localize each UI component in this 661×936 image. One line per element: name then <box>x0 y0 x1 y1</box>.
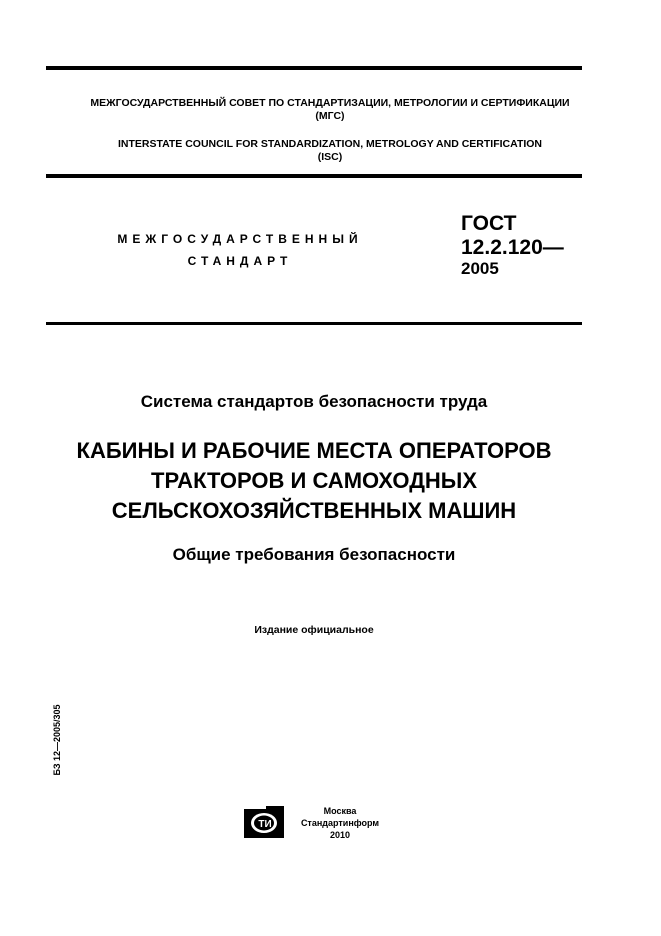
council-en-name: INTERSTATE COUNCIL FOR STANDARDIZATION, METROLOGY AND CERTIFICATION <box>117 138 543 150</box>
gost-year: 2005 <box>461 259 499 278</box>
top-rule <box>46 66 582 70</box>
svg-text:ТИ: ТИ <box>258 819 272 830</box>
subtitle: Общие требования безопасности <box>172 545 456 564</box>
designation-rule <box>46 322 582 325</box>
publisher-name: Стандартинформ <box>300 818 380 828</box>
publisher-year: 2010 <box>329 830 351 840</box>
title-line2: ТРАКТОРОВ И САМОХОДНЫХ <box>151 468 477 493</box>
publisher-logo <box>244 806 284 838</box>
side-code: БЗ 12—2005/305 <box>52 704 62 776</box>
title-line1: КАБИНЫ И РАБОЧИЕ МЕСТА ОПЕРАТОРОВ <box>76 438 552 463</box>
publisher-city: Москва <box>323 806 357 816</box>
council-ru-name: МЕЖГОСУДАРСТВЕННЫЙ СОВЕТ ПО СТАНДАРТИЗАЦИИ, МЕТРОЛОГИИ И СЕРТИФИКАЦИИ <box>90 97 570 109</box>
header-bottom-rule <box>46 174 582 178</box>
title-line3: СЕЛЬСКОХОЗЯЙСТВЕННЫХ МАШИН <box>111 498 517 523</box>
standard-type-line2: СТАНДАРТ <box>187 254 293 268</box>
edition-note: Издание официальное <box>254 624 374 636</box>
series-title: Система стандартов безопасности труда <box>140 392 488 411</box>
council-en-abbr: (ISC) <box>317 151 343 163</box>
council-ru-abbr: (МГС) <box>315 110 345 122</box>
gost-prefix: ГОСТ <box>461 212 517 235</box>
gost-number: 12.2.120— <box>461 236 564 259</box>
standard-type-line1: МЕЖГОСУДАРСТВЕННЫЙ <box>117 232 363 246</box>
